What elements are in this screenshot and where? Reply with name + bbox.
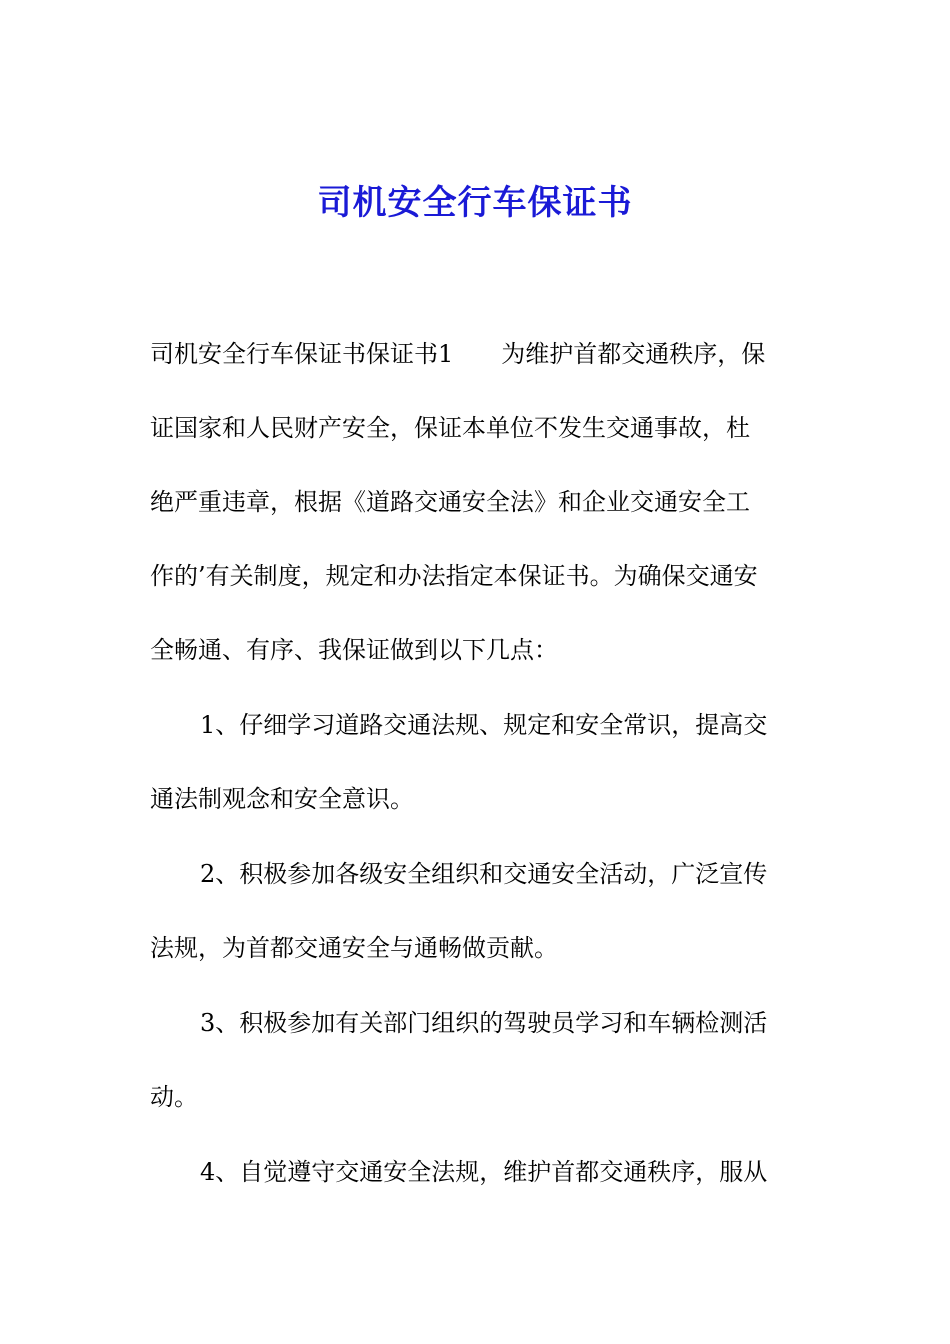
document-title: 司机安全行车保证书 bbox=[317, 183, 633, 223]
paragraph-line: 作的’有关制度，规定和办法指定本保证书。为确保交通安 bbox=[150, 562, 758, 590]
paragraph-line: 司机安全行车保证书保证书1 为维护首都交通秩序，保 bbox=[150, 340, 766, 368]
list-item-line: 3、积极参加有关部门组织的驾驶员学习和车辆检测活 bbox=[200, 1009, 768, 1037]
paragraph-line: 全畅通、有序、我保证做到以下几点： bbox=[150, 636, 558, 664]
paragraph-line: 证国家和人民财产安全，保证本单位不发生交通事故，杜 bbox=[150, 414, 750, 442]
list-item-line: 1、仔细学习道路交通法规、规定和安全常识，提高交 bbox=[200, 711, 768, 739]
list-item-line: 4、自觉遵守交通安全法规，维护首都交通秩序，服从 bbox=[200, 1158, 768, 1186]
paragraph-line: 绝严重违章，根据《道路交通安全法》和企业交通安全工 bbox=[150, 488, 750, 516]
list-item-line: 2、积极参加各级安全组织和交通安全活动，广泛宣传 bbox=[200, 860, 768, 888]
list-item-line: 通法制观念和安全意识。 bbox=[150, 785, 414, 813]
list-item-line: 法规，为首都交通安全与通畅做贡献。 bbox=[150, 934, 558, 962]
list-item-line: 动。 bbox=[150, 1083, 198, 1111]
